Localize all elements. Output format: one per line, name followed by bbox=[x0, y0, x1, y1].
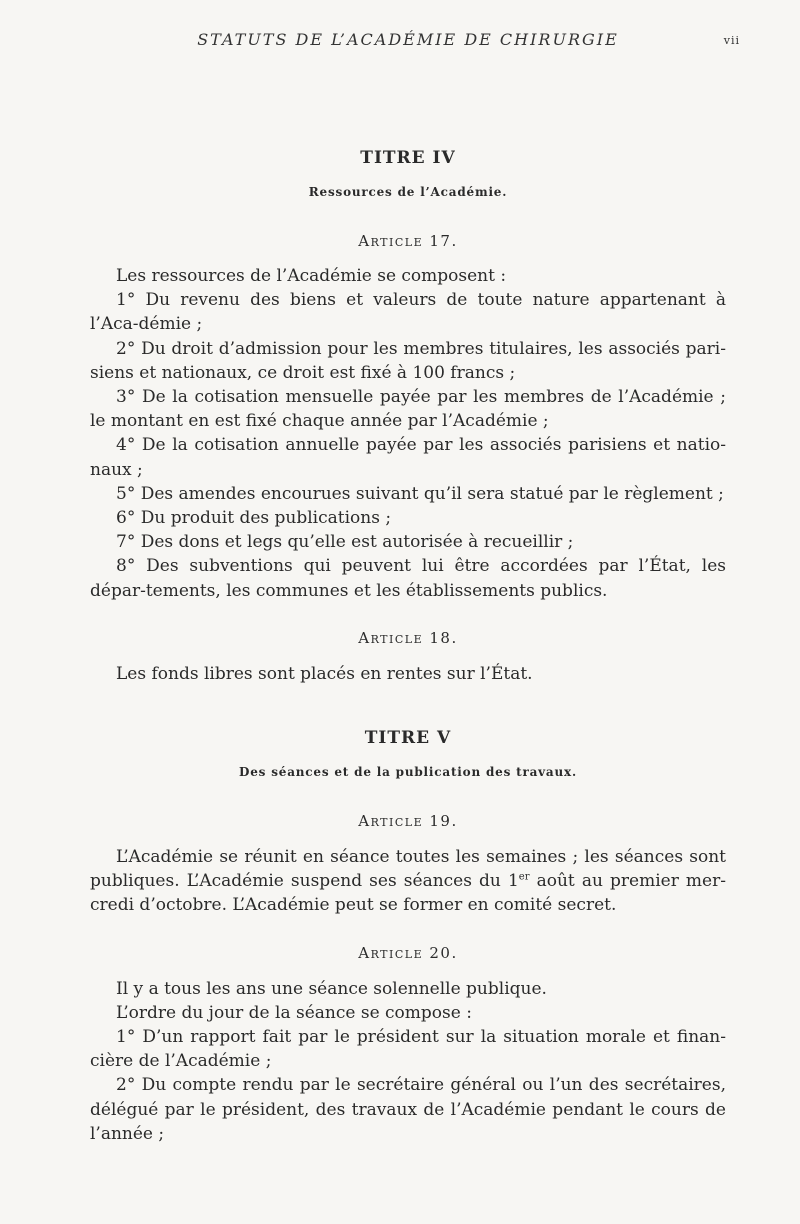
article-19-text-before: L’Académie se réunit en séance toutes les semaines ; les séances sont publiques. L’Académie suspend ses séances du 1 bbox=[90, 847, 726, 892]
article-20-heading: Article 20. bbox=[358, 943, 458, 962]
article-17-paragraph: 7° Des dons et legs qu’elle est autorisée à recueillir ; bbox=[116, 532, 574, 553]
article-17-paragraph: 8° Des subventions qui peuvent lui être accordées par l’État, les dépar-tements, les communes et les établissements publics. bbox=[90, 556, 726, 601]
article-20-body bbox=[90, 977, 726, 1146]
running-title: STATUTS DE L’ACADÉMIE DE CHIRURGIE bbox=[197, 30, 619, 49]
article-17-paragraph: 5° Des amendes encourues suivant qu’il sera statué par le règlement ; bbox=[116, 483, 724, 504]
article-18-heading: Article 18. bbox=[358, 628, 458, 647]
article-17-paragraph: 1° Du revenu des biens et valeurs de toute nature appartenant à l’Aca-démie ; bbox=[90, 290, 726, 335]
article-17-heading: Article 17. bbox=[358, 232, 458, 250]
article-19-body bbox=[90, 845, 726, 918]
superscript-er: er bbox=[518, 871, 530, 883]
article-17-paragraph: 6° Du produit des publications ; bbox=[116, 508, 392, 529]
section-subtitle-ressources: Ressources de l’Académie. bbox=[308, 185, 508, 199]
article-20-paragraph: 1° D’un rapport fait par le président sur la situation morale et finan-cière de l’Académie ; bbox=[90, 1027, 726, 1072]
section-subtitle-seances: Des séances et de la publication des travaux. bbox=[239, 765, 577, 780]
article-17-paragraph: Les ressources de l’Académie se composent : bbox=[116, 266, 507, 286]
article-17-paragraph: 4° De la cotisation annuelle payée par les associés parisiens et natio-naux ; bbox=[90, 435, 726, 480]
page-number: vii bbox=[723, 34, 740, 47]
article-17-body bbox=[90, 264, 726, 603]
article-20-paragraph: 2° Du compte rendu par le secrétaire général ou l’un des secrétaires, délégué par le président, des travaux de l’Académie pendant le cours de l’année ; bbox=[90, 1075, 726, 1144]
article-19-text-after: août au premier mer-credi d’octobre. L’Académie peut se former en comité secret. bbox=[90, 871, 726, 916]
running-header bbox=[90, 30, 740, 54]
article-17-paragraph: 3° De la cotisation mensuelle payée par les membres de l’Académie ; le montant en est fixé chaque année par l’Académie ; bbox=[90, 387, 726, 432]
article-20-paragraph: Il y a tous les ans une séance solennelle publique. bbox=[116, 978, 547, 999]
article-18-paragraph: Les fonds libres sont placés en rentes sur l’État. bbox=[116, 663, 533, 684]
article-19-paragraph bbox=[90, 845, 726, 918]
article-20-paragraph: L’ordre du jour de la séance se compose : bbox=[116, 1002, 472, 1023]
article-18-body bbox=[90, 662, 726, 686]
article-17-paragraph: 2° Du droit d’admission pour les membres titulaires, les associés pari-siens et nationaux, ce droit est fixé à 100 francs ; bbox=[90, 338, 726, 383]
article-19-heading: Article 19. bbox=[358, 812, 458, 831]
section-title-titre-iv: TITRE IV bbox=[360, 148, 456, 168]
section-title-titre-v: TITRE V bbox=[364, 728, 452, 749]
